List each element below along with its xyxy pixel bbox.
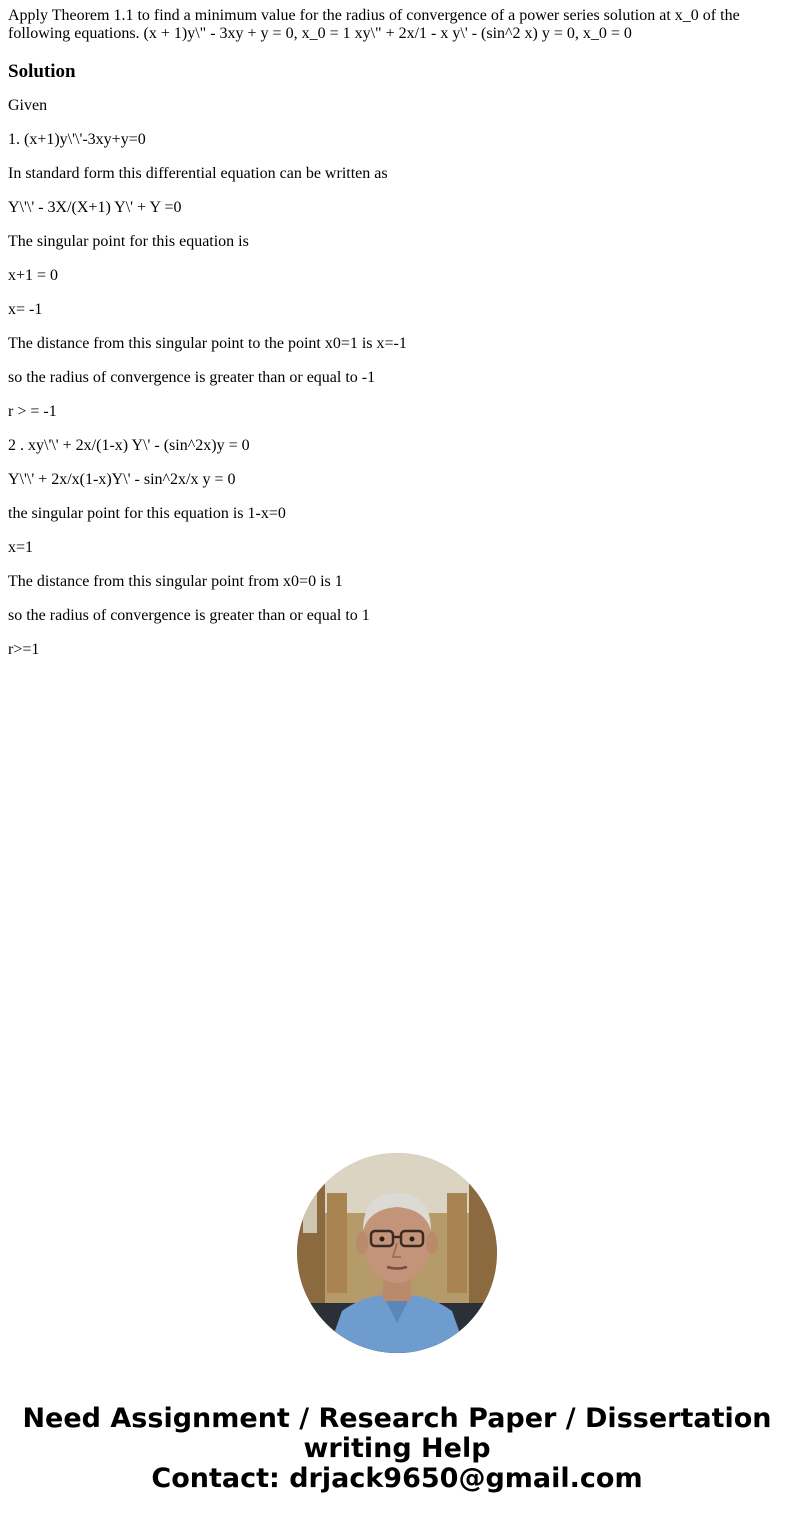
solution-step: The distance from this singular point from x0=0 is 1: [8, 573, 343, 590]
solution-step: 2 . xy\'\' + 2x/(1-x) Y\' - (sin^2x)y = 0: [8, 437, 250, 454]
solution-step: 1. (x+1)y\'\'-3xy+y=0: [8, 131, 146, 148]
solution-step: Y\'\' + 2x/x(1-x)Y\' - sin^2x/x y = 0: [8, 471, 236, 488]
solution-step: r>=1: [8, 641, 40, 658]
document-body: [8, 7, 778, 675]
question-text: Apply Theorem 1.1 to find a minimum value for the radius of convergence of a power series solution at x_0 of the following equations. (x + 1)y\" - 3xy + y = 0, x_0 = 1 xy\" + 2x/1 - x y\' - (sin^2 x) y = 0, x_0 = 0: [8, 7, 740, 42]
solution-heading: Solution: [8, 61, 76, 82]
promo-line: writing Help: [303, 1433, 491, 1464]
solution-step: so the radius of convergence is greater than or equal to 1: [8, 607, 370, 624]
solution-step: Y\'\' - 3X/(X+1) Y\' + Y =0: [8, 199, 182, 216]
promo-banner: [0, 1404, 794, 1494]
solution-step: The distance from this singular point to the point x0=1 is x=-1: [8, 335, 407, 352]
promo-line: Need Assignment / Research Paper / Dissertation: [22, 1403, 772, 1434]
solution-step: the singular point for this equation is 1-x=0: [8, 505, 286, 522]
solution-step: r > = -1: [8, 403, 57, 420]
author-photo: [297, 1153, 497, 1353]
solution-step: x= -1: [8, 301, 43, 318]
solution-step: Given: [8, 97, 48, 114]
solution-steps: [8, 97, 778, 659]
solution-step: x=1: [8, 539, 34, 556]
solution-step: x+1 = 0: [8, 267, 59, 284]
solution-step: so the radius of convergence is greater than or equal to -1: [8, 369, 376, 386]
promo-contact: Contact: drjack9650@gmail.com: [151, 1463, 643, 1494]
solution-step: In standard form this differential equation can be written as: [8, 165, 388, 182]
solution-step: The singular point for this equation is: [8, 233, 249, 250]
